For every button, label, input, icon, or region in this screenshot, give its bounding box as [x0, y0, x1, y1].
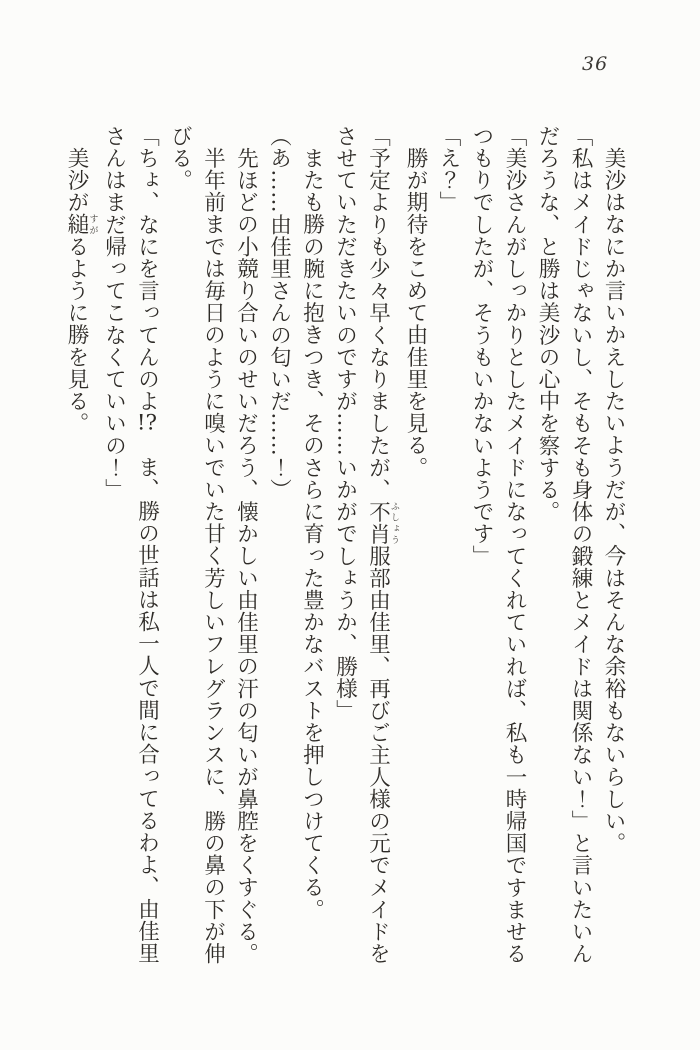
- text-line: つもりでしたが、そうもいかないようです」: [469, 125, 494, 567]
- text-block: [64, 125, 630, 973]
- tate-chu-yoko: !?: [136, 412, 158, 434]
- text-line: 「予定よりも少々早くなりましたが、不肖ふしょう服部由佳里、再びご主人様の元でメイドを: [365, 125, 399, 965]
- text-line: 美沙が縋すがるように勝を見る。: [64, 147, 98, 435]
- text-line: させていただきたいのですが……いかがでしょうか、勝様」: [332, 125, 358, 722]
- text-line: 「え？」: [436, 125, 461, 214]
- text-line: さんはまだ帰ってこなくていいの！」: [101, 125, 127, 501]
- text-line: 先ほどの小競り合いのせいだろう、懐かしい由佳里の汗の匂いが鼻腔をくすぐる。: [233, 147, 259, 965]
- text-line: 「ちょ、なにを言ってんのよ!? ま、勝の世話は私一人で間に合ってるわよ、由佳里: [134, 125, 160, 965]
- text-line: 半年前までは毎日のように嗅いでいた甘く芳しいフレグランスに、勝の鼻の下が伸: [200, 147, 226, 965]
- text-line: 美沙はなにか言いかえしたいようだが、今はそんな余裕もないらしい。: [601, 147, 626, 855]
- text-line: 勝が期待をこめて由佳里を見る。: [403, 147, 428, 479]
- text-line: だろうな、と勝は美沙の心中を察する。: [535, 125, 560, 523]
- text-line: びる。: [167, 125, 193, 192]
- text-line: 「私はメイドじゃないし、そもそも身体の鍛練とメイドは関係ない！」と言いたいん: [568, 125, 593, 965]
- text-line: 「美沙さんがしっかりとしたメイドになってくれていれば、私も一時帰国ですませる: [502, 125, 527, 965]
- text-line: （あ……由佳里さんの匂いだ……！）: [266, 125, 292, 501]
- ruby-annotation: 不肖ふしょう: [365, 500, 399, 545]
- text-line: またも勝の腕に抱きつき、そのさらに育った豊かなバストを押しつけてくる。: [299, 147, 325, 921]
- page-number: 36: [582, 53, 609, 75]
- ruby-annotation: 縋すが: [64, 213, 98, 236]
